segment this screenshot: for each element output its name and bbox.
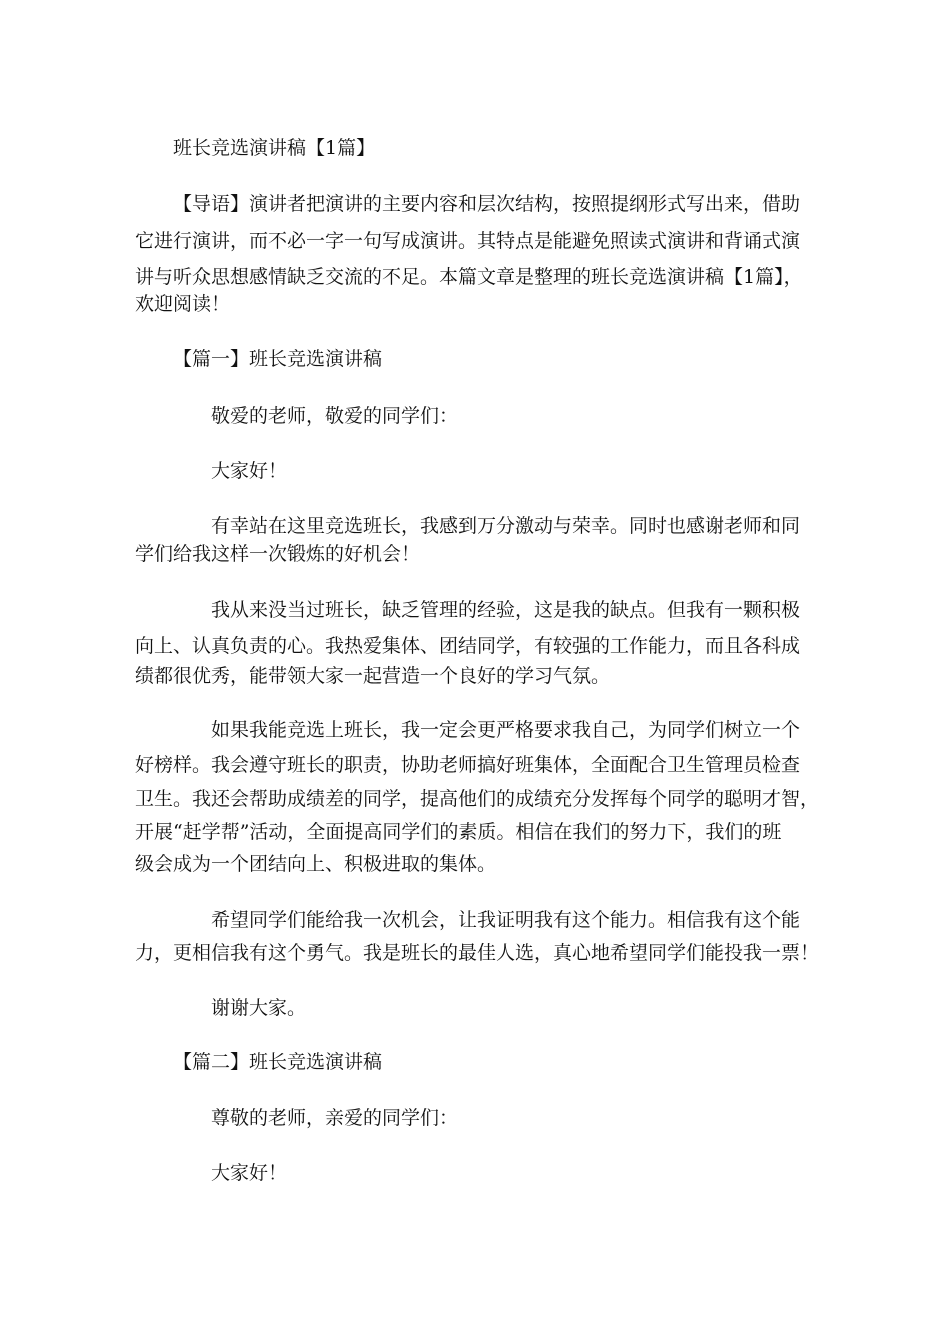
section1-paragraph-line: 好榜样。我会遵守班长的职责，协助老师搞好班集体，全面配合卫生管理员检查 xyxy=(135,754,801,776)
section1-paragraph-line: 希望同学们能给我一次机会，让我证明我有这个能力。相信我有这个能 xyxy=(211,909,801,931)
section1-heading: 【篇一】班长竞选演讲稿 xyxy=(173,348,383,370)
section1-salutation: 敬爱的老师，敬爱的同学们： xyxy=(211,405,459,427)
section2-salutation: 尊敬的老师，亲爱的同学们： xyxy=(211,1107,459,1129)
intro-line: 欢迎阅读！ xyxy=(135,293,231,315)
section1-paragraph-line: 我从来没当过班长，缺乏管理的经验，这是我的缺点。但我有一颗积极 xyxy=(211,599,801,621)
section2-heading: 【篇二】班长竞选演讲稿 xyxy=(173,1051,383,1073)
section1-paragraph-line: 向上、认真负责的心。我热爱集体、团结同学，有较强的工作能力，而且各科成 xyxy=(135,635,801,657)
section1-paragraph-line: 绩都很优秀，能带领大家一起营造一个良好的学习气氛。 xyxy=(135,665,611,687)
section1-paragraph-line: 力，更相信我有这个勇气。我是班长的最佳人选，真心地希望同学们能投我一票！ xyxy=(135,942,820,964)
document-title: 班长竞选演讲稿【1篇】 xyxy=(173,137,376,159)
intro-line: 【导语】演讲者把演讲的主要内容和层次结构，按照提纲形式写出来，借助 xyxy=(173,193,801,215)
intro-line: 讲与听众思想感情缺乏交流的不足。本篇文章是整理的班长竞选演讲稿【1篇】， xyxy=(135,266,803,288)
section1-paragraph-line: 卫生。我还会帮助成绩差的同学，提高他们的成绩充分发挥每个同学的聪明才智， xyxy=(135,788,820,810)
intro-line: 它进行演讲，而不必一字一句写成演讲。其特点是能避免照读式演讲和背诵式演 xyxy=(135,230,801,252)
section1-paragraph-line: 如果我能竞选上班长，我一定会更严格要求我自己，为同学们树立一个 xyxy=(211,719,801,741)
section1-paragraph-line: 学们给我这样一次锻炼的好机会！ xyxy=(135,543,421,565)
section1-greeting: 大家好！ xyxy=(211,460,288,482)
section2-greeting: 大家好！ xyxy=(211,1162,288,1184)
section1-paragraph-line: 有幸站在这里竞选班长，我感到万分激动与荣幸。同时也感谢老师和同 xyxy=(211,515,801,537)
section1-paragraph-line: 级会成为一个团结向上、积极进取的集体。 xyxy=(135,853,497,875)
section1-paragraph-line: 开展“赶学帮”活动，全面提高同学们的素质。相信在我们的努力下，我们的班 xyxy=(135,821,782,843)
section1-closing: 谢谢大家。 xyxy=(211,997,307,1019)
